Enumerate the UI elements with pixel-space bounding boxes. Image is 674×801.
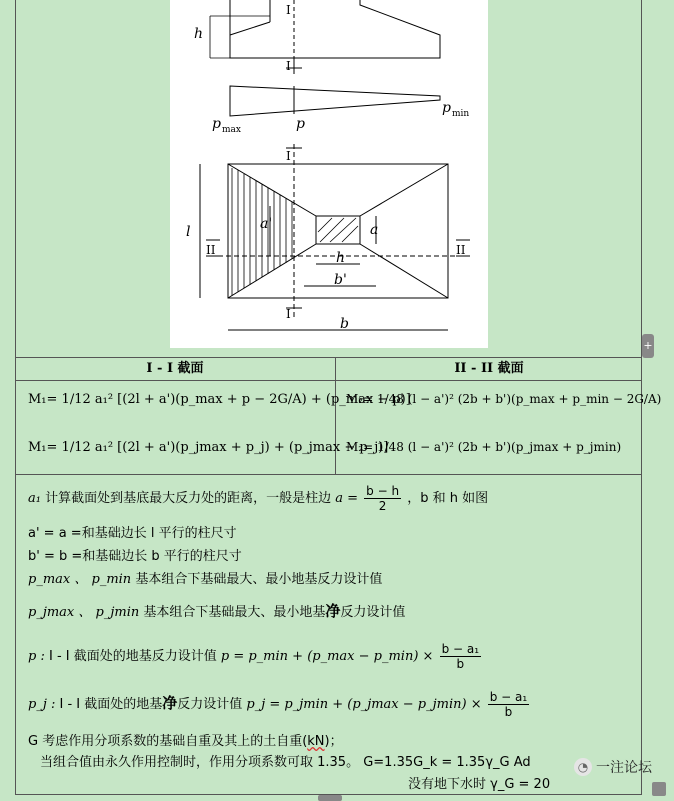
svg-text:max: max <box>222 125 241 135</box>
table-bottom-border <box>15 474 642 475</box>
watermark: ◔ 一注论坛 <box>574 757 652 777</box>
label-p: p <box>296 116 305 132</box>
label-a-prime: a' <box>260 216 273 232</box>
header-section-I: I - I 截面 <box>146 361 204 376</box>
formula-m1-a: M₁= 1/12 a₁² [(2l + a')(p_max + p − 2G/A) + (p_max − p)] <box>28 392 411 407</box>
note-a1: a₁ 计算截面处到基底最大反力处的距离，一般是柱边 a = $\frac{b - h}{2}$ ，b 和 h 如图 <box>28 484 489 513</box>
label-pmax: p <box>212 116 221 132</box>
scroll-corner[interactable] <box>652 782 666 796</box>
header-section-II: II - II 截面 <box>454 361 524 376</box>
note-G-factor: 当组合值由永久作用控制时，作用分项系数可取 1.35。 G=1.35G_k = 1.35γ_G Ad <box>40 755 531 770</box>
table-header-border <box>15 380 642 381</box>
label-I-mid: I <box>286 59 291 73</box>
label-h2: h <box>336 250 346 266</box>
foundation-diagram <box>170 0 488 348</box>
label-h: h <box>194 26 204 42</box>
note-pjmax-pjmin: p_jmax 、 p_jmin 基本组合下基础最大、最小地基净反力设计值 <box>28 602 406 620</box>
note-pj: p_j : I - I 截面处的地基净反力设计值 p_j = p_jmin + (p_jmax − p_jmin) × $\frac{\text{b − a₁}}{b}$ <box>28 690 528 719</box>
label-II-left: II <box>206 243 216 257</box>
formula-m2-b: M₂= 1/48 (l − a')² (2b + b')(p_jmax + p_jmin) <box>346 440 622 454</box>
label-I-plan-top: I <box>286 149 291 163</box>
note-p: p : I - I 截面处的地基反力设计值 p = p_min + (p_max − p_min) × $\frac{\text{b − a₁}}{b}$ <box>28 642 480 671</box>
label-b-prime: b' <box>334 272 347 288</box>
label-I-plan-bottom: I <box>286 307 291 321</box>
label-I-top: I <box>286 3 291 17</box>
formula-m1-b: M₁= 1/12 a₁² [(2l + a')(p_jmax + p_j) + (p_jmax − p_j)] <box>28 440 389 455</box>
formula-m2-a: M₂= 1/48 (l − a')² (2b + b')(p_max + p_min − 2G/A) <box>346 392 662 406</box>
note-gamma-G: 没有地下水时 γ_G = 20 <box>408 777 551 792</box>
svg-text:min: min <box>452 109 470 119</box>
expand-handle-right[interactable]: + <box>642 334 654 358</box>
foundation-figure <box>170 0 488 348</box>
chat-icon: ◔ <box>574 758 592 776</box>
label-II-right: II <box>456 243 466 257</box>
note-G: G 考虑作用分项系数的基础自重及其上的土自重(kN)； <box>28 734 343 749</box>
note-b-prime: b' = b =和基础边长 b 平行的柱尺寸 <box>28 549 242 564</box>
note-pmax-pmin: p_max 、 p_min 基本组合下基础最大、最小地基反力设计值 <box>28 572 383 587</box>
resize-handle-bottom[interactable] <box>318 795 342 801</box>
table-top-border <box>15 357 642 358</box>
label-a: a <box>370 222 379 238</box>
label-l: l <box>186 224 191 240</box>
note-a-prime: a' = a =和基础边长 l 平行的柱尺寸 <box>28 526 237 541</box>
label-pmin: p <box>442 100 451 116</box>
label-b: b <box>340 316 349 332</box>
